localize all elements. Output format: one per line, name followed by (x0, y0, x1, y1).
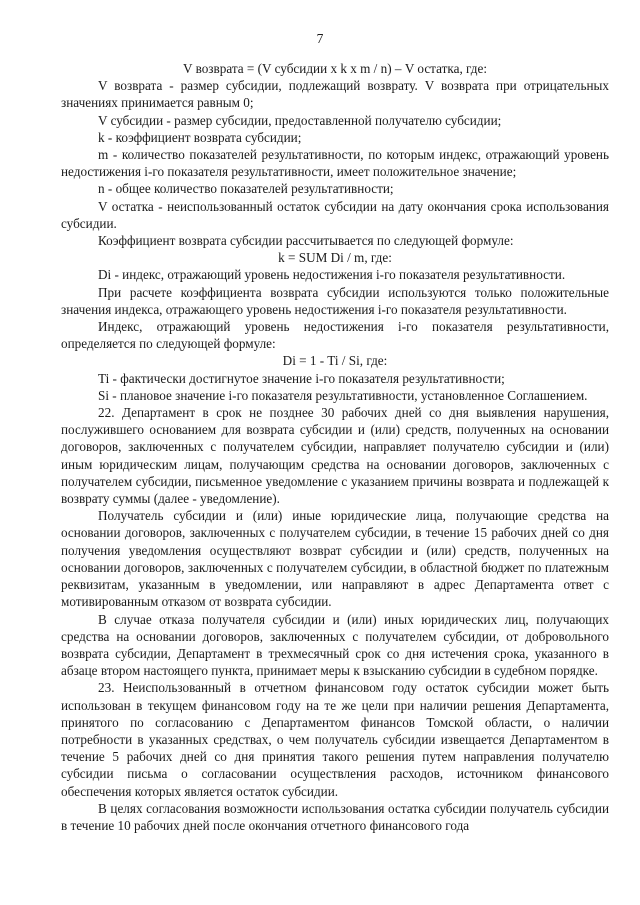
paragraph: V субсидии - размер субсидии, предоставленной получателю субсидии; (98, 112, 502, 128)
formula-return: V возврата = (V субсидии x k x m / n) – V остатка, где: (182, 61, 488, 76)
formula-index: Di = 1 - Ti / Si, где: (282, 353, 388, 369)
paragraph-section-23: 23. Неиспользованный в отчетном финансовом году остаток субсидии может быть использован в текущем финансовом году на те же цели при наличии решения Департамента, принятого по согласованию с Департаментом финансов Томской области, о наличии потребности в указанных средствах, о чем получатель субсидии извещается Департаментом в течение 5 рабочих дней со дня принятия такого решения путем направления получателю субсидии письма о согласовании осуществления расходов, источником финансового обеспечения которых является остаток субсидии. (61, 680, 609, 799)
paragraph-section-22: 22. Департамент в срок не позднее 30 рабочих дней со дня выявления нарушения, послужившего основанием для возврата субсидии и (или) средств, полученных на основании договоров, заключенных с получателем субсидии, направляет получателю субсидии и (или) иным юридическим лицам, получающим средства на основании договоров, заключенных с получателем субсидии, письменное уведомление с указанием причины возврата и подлежащей к возврату суммы (далее - уведомление). (61, 405, 609, 507)
paragraph: Коэффициент возврата субсидии рассчитывается по следующей формуле: (98, 233, 514, 249)
paragraph: V остатка - неиспользованный остаток субсидии на дату окончания срока использования субсидии. (61, 198, 609, 231)
paragraph: n - общее количество показателей результативности; (98, 181, 394, 197)
paragraph: k - коэффициент возврата субсидии; (98, 129, 302, 145)
paragraph: Индекс, отражающий уровень недостижения i-го показателя результативности, определяется по следующей формуле: (61, 319, 609, 352)
document-body (61, 60, 609, 834)
formula-coefficient: k = SUM Di / m, где: (278, 250, 392, 266)
paragraph: В случае отказа получателя субсидии и (или) иных юридических лиц, получающих средства на основании договоров, заключенных с получателем субсидии, от добровольного возврата субсидии, Департамент в трехмесячный срок со дня истечения срока, указанного в абзаце втором настоящего пункта, принимает меры к взысканию субсидии в судебном порядке. (61, 611, 609, 679)
paragraph: Ti - фактически достигнутое значение i-го показателя результативности; (98, 370, 505, 386)
paragraph: В целях согласования возможности использования остатка субсидии получатель субсидии в течение 10 рабочих дней после окончания отчетного финансового года (61, 800, 609, 833)
page-number: 7 (316, 31, 324, 46)
paragraph: V возврата - размер субсидии, подлежащий возврату. V возврата при отрицательных значениях принимается равным 0; (61, 78, 609, 111)
paragraph: При расчете коэффициента возврата субсидии используются только положительные значения индекса, отражающего уровень недостижения i-го показателя результативности. (61, 284, 609, 317)
paragraph: Получатель субсидии и (или) иные юридические лица, получающие средства на основании договоров, заключенных с получателем субсидии, в течение 15 рабочих дней со дня получения уведомления осуществляют возврат субсидии и (или) средств, полученных на основании договоров, заключенных с получателем субсидии, в областной бюджет по платежным реквизитам, указанным в уведомлении, или направляют в адрес Департамента ответ с мотивированным отказом от возврата субсидии. (61, 508, 609, 610)
paragraph: Si - плановое значение i-го показателя результативности, установленное Соглашением. (98, 387, 588, 403)
paragraph: m - количество показателей результативности, по которым индекс, отражающий уровень недостижения i-го показателя результативности, имеет положительное значение; (61, 147, 609, 180)
paragraph: Di - индекс, отражающий уровень недостижения i-го показателя результативности. (98, 267, 566, 283)
